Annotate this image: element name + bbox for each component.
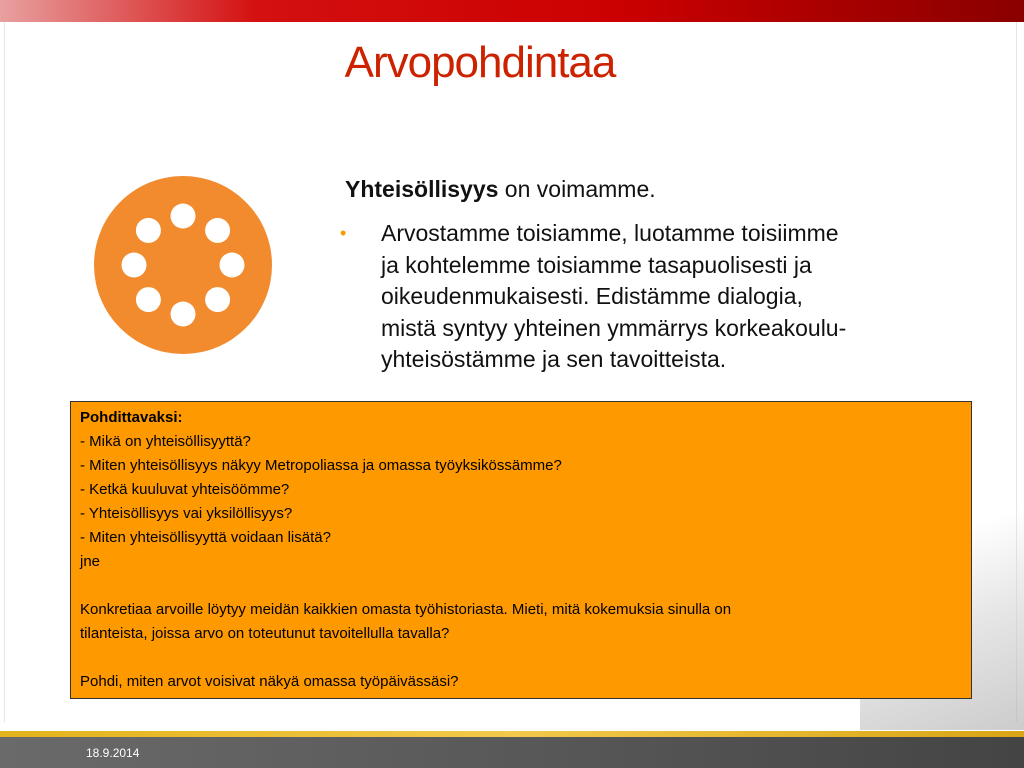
top-banner [0, 0, 1024, 22]
intro-text [345, 176, 985, 203]
etc-text: jne [80, 553, 101, 570]
left-border-line [4, 22, 5, 722]
bullet-line: oikeudenmukaisesti. Edistämme dialogia, [381, 283, 803, 309]
intro-bold-word: Yhteisöllisyys [345, 176, 499, 202]
question-item: - Miten yhteisöllisyyttä voidaan lisätä? [80, 529, 331, 546]
question-item: - Yhteisöllisyys vai yksilöllisyys? [80, 505, 293, 522]
footer-date: 18.9.2014 [86, 746, 140, 760]
slide-title: Arvopohdintaa [344, 38, 616, 87]
intro-rest: on voimamme. [498, 176, 656, 202]
reflection-box [70, 401, 972, 699]
bullet-line: yhteisöstämme ja sen tavoitteista. [381, 346, 727, 372]
question-item: - Ketkä kuuluvat yhteisöömme? [80, 481, 290, 498]
community-circle-icon [94, 176, 272, 354]
paragraph-1-line-2: tilanteista, joissa arvo on toteutunut tavoitellulla tavalla? [80, 625, 450, 642]
paragraph-1-line-1: Konkretiaa arvoille löytyy meidän kaikkien omasta työhistoriasta. Mieti, mitä kokemuksia sinulla on [80, 601, 732, 618]
bullet-line: ja kohtelemme toisiamme tasapuolisesti ja [381, 251, 812, 278]
bullet-text [381, 218, 971, 376]
reflection-heading: Pohdittavaksi: [80, 409, 183, 426]
question-item: - Miten yhteisöllisyys näkyy Metropoliassa ja omassa työyksikössämme? [80, 457, 562, 474]
bullet-dot-icon: • [340, 223, 347, 243]
footer-bar [0, 737, 1024, 768]
paragraph-2: Pohdi, miten arvot voisivat näkyä omassa työpäivässäsi? [80, 673, 459, 690]
bullet-line: Arvostamme toisiamme, luotamme toisiimme [381, 220, 839, 246]
bullet-line: mistä syntyy yhteinen ymmärrys korkeakoulu- [381, 314, 847, 341]
question-item: - Mikä on yhteisöllisyyttä? [80, 433, 251, 450]
